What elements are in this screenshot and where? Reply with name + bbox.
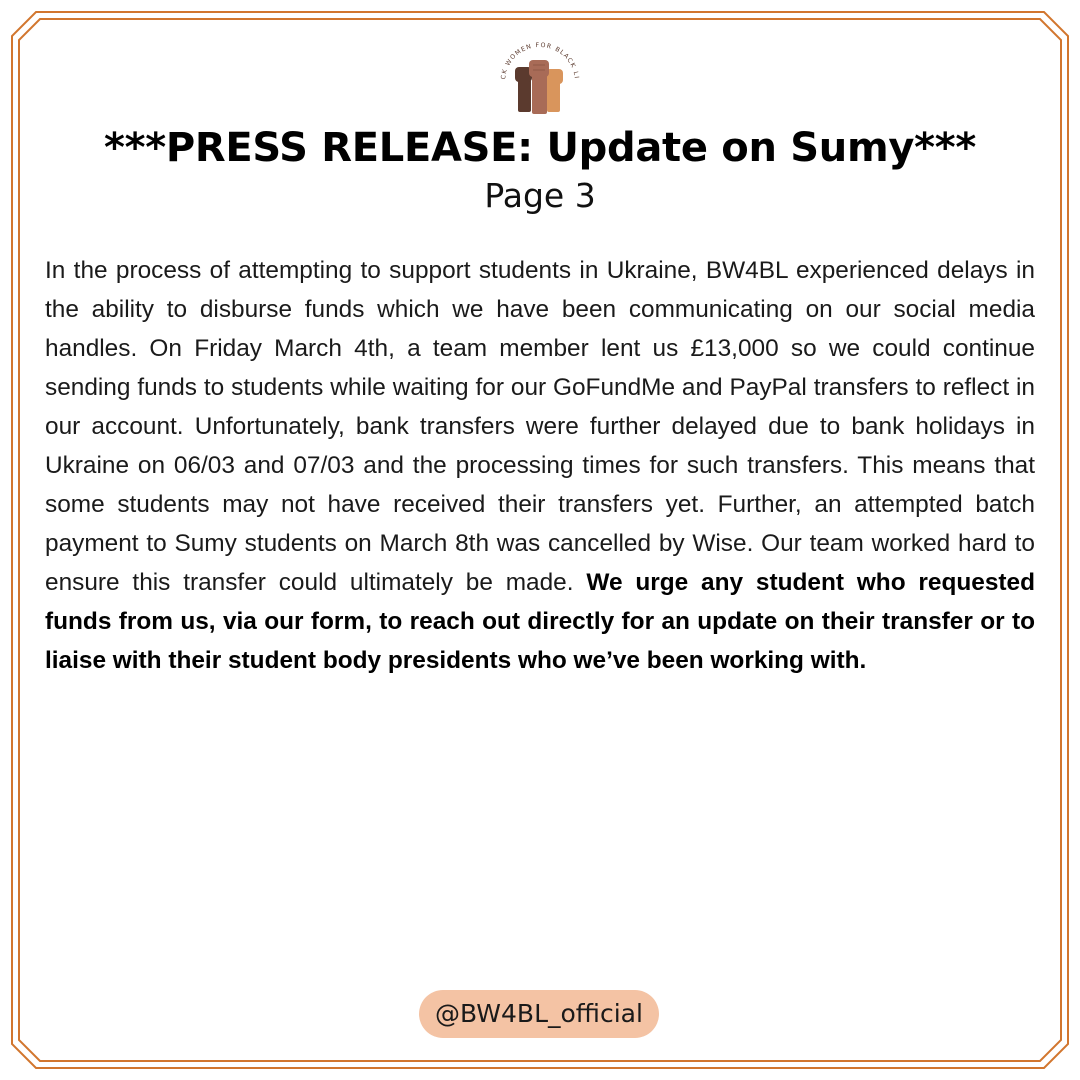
- page-number: Page 3: [484, 176, 596, 215]
- page-title: ***PRESS RELEASE: Update on Sumy***: [104, 125, 976, 171]
- body-paragraph: In the process of attempting to support students in Ukraine, BW4BL experienced delays in the ability to disburse funds which we have been communicating on our social media handles. On Friday March 4th, a team member lent us £13,000 so we could continue sending funds to students while waiting for our GoFundMe and PayPal transfers to reflect in our account. Unfortunately, bank transfers were further delayed due to bank holidays in Ukraine on 06/03 and 07/03 and the processing times for such transfers. This means that some students may not have received their transfers yet. Further, an attempted batch payment to Sumy students on March 8th was cancelled by Wise. Our team worked hard to ensure this transfer could ultimately be made.: [45, 257, 1035, 596]
- logo-text: CK WOMEN FOR BLACK LI: [500, 41, 580, 80]
- bw4bl-logo: [492, 34, 588, 130]
- social-handle-badge: @BW4BL_official: [419, 990, 659, 1038]
- press-release-body: [45, 251, 1035, 680]
- raised-fists-icon: [492, 34, 588, 130]
- body-emphasis: We urge any student who requested funds from us, via our form, to reach out directly for an update on their transfer or to liaise with their student body presidents who we’ve been working with.: [45, 569, 1035, 674]
